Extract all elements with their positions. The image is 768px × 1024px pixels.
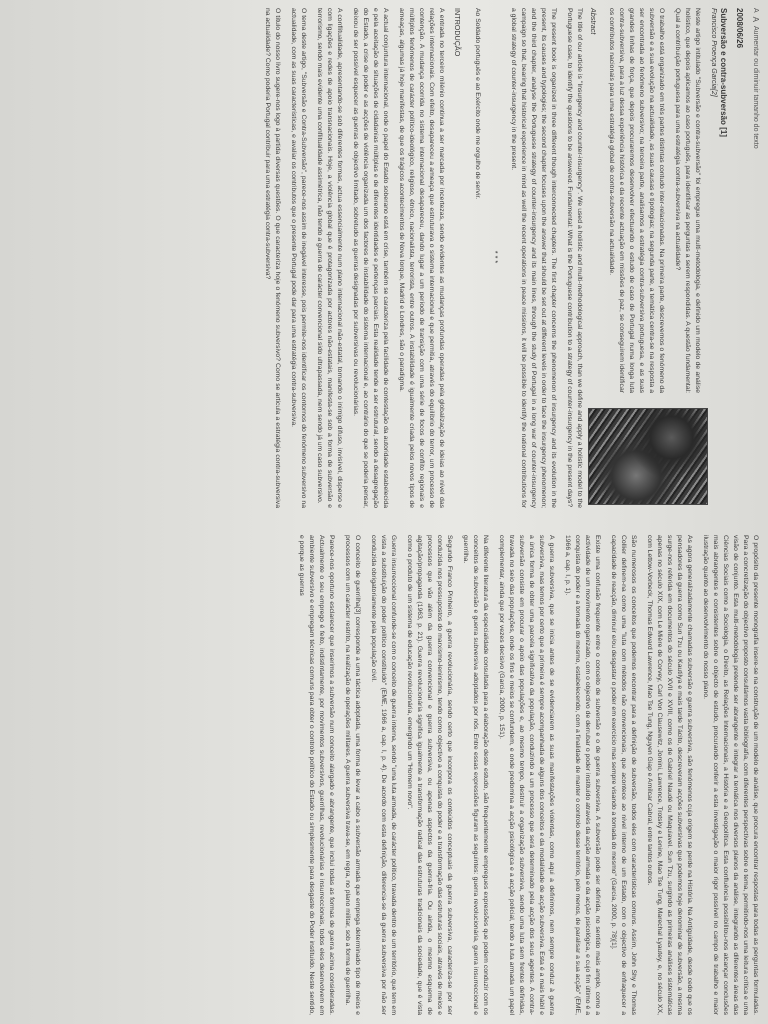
body-paragraph: O tema deste artigo, "Subversão e Contra-Subversão", parece-nos assim de inegável interesse, pois permite-nos identificar os contornos do fenómeno subversivo na actualidade, com as suas características, e avaliar os contributos que o presente Portugal pode dar para uma estratégia contra-subversiva.: [290, 8, 307, 508]
left-column: [256, 8, 760, 508]
intro-paragraph-2: O trabalho está organizado em três partes distintas contudo inter-relacionadas. Na primeira parte, descrevemos o fenómeno da subversão e a sua evolução na actualidade, as suas causas e tipologias; na segunda parte, a temática centra-se na resposta a ser encontrada ao fenómeno subversivo; na terceira parte, analisamos a estratégia contra-subversiva portuguesa, e as suas grandes linhas de força, que depois procuraremos desenvolver efectuando o estudo de caso de Portugal numa longa luta contra-subversiva, para a luz dessa experiência histórica e da recente actuação em missões de paz, se conseguirem identificar os contributos nacionais para uma estratégia global de contra-subversão na actualidade.: [608, 8, 665, 393]
font-increase-button[interactable]: A: [751, 16, 760, 23]
abstract-heading: Abstract: [589, 8, 598, 35]
font-size-toolbar: [750, 8, 760, 508]
body-paragraph: Parece-nos oportuno esclarecer que inserimos a subversão num conceito alargado e abrangente, que inclui todas as formas de guerra acima consideradas. Actualmente o seu emprego é feito, indistintamente, por movimentos subversivos, guerrilhas, revolucionárias e insurreccionais, todos eles desenvolvem em ambiente subversivo e empregam técnicas comuns para obter o controlo político do Estado ou simplesmente para desgaste do Poder instituído. Neste sentido, e porque as guerras: [298, 535, 335, 1015]
body-paragraph: A conflitualidade, apresentando-se sob diferentes formas, actua essencialmente num plano internacional não-estatal, tornando o inimigo difuso, invisível, disperso e com ligações e redes de apoio transnacionais. Hoje, a violência global que é protagonizada por actores não-estatais, manifesta-se sob a forma de subversão e terrorismo, sendo mais evidente uma conflitualidade assimétrica, não tendo a guerra de carácter convencional sido ultrapassada, nem sendo já um caso subversivo.: [316, 8, 343, 508]
body-paragraph: O conceito de guerrilha[3] corresponde a uma táctica adoptada, uma forma de levar a cabo a subversão armada que emprega determinado tipo de meios e processos com um carácter restrito, na realização de operações militares. A guerra subversiva trava-se, em regra, no plano militar, sob a forma de guerrilha.: [344, 535, 361, 1015]
body-paragraph: A entrada no terceiro milénio continua a ser marcada por incertezas, sendo evidentes as mudanças profundas operadas pela globalização de ideias ao nível das relações internacionais. Com efeito, desapareceu a ameaça que estruturava o sistema internacional e que permitia, através do equilíbrio do terror, um processo de contenção. A mudança ocorrida no sistema internacional desapareceu, dando lugar a um período de transição com uma série de focos de conflito regionais e múltiplos fenómenos de carácter político-ideológico, religioso, étnico, nacionalista, terrorista, entre outros. A instabilidade é igualmente criada pelos novos tipos de ameaças, algumas já hoje manifestas, de que os trágicos acontecimentos de Nova Iorque, Madrid e Londres, são o paradigma.: [398, 8, 445, 508]
font-decrease-button[interactable]: A: [752, 8, 759, 13]
dedication: Ao Soldado português e ao Exército onde me orgulho de servir.: [474, 8, 481, 200]
abstract-paragraph: The title of our article is "Insurgency and counter-insurgency". We used a holistic and multi-methodological approach, than we define and apply a holistic model to the Portuguese case, to identify the questions to be answered. Fundamental: What is the Portuguese contribution to a strategy of counter-insurgency in the present days?: [566, 8, 583, 508]
body-paragraph: Segundo Franco Pinheiro, a guerra revolucionária, sendo certo que incorpora os conteúdos conceptuais da guerra subversiva, caracteriza-se por ser conduzida nos pressupostos do marxismo-leninismo, tendo como objectivo a conquista do poder e a transformação das estruturas sociais, através de meios e processos que vão além da guerra convencional e guerra subversiva, ou apenas aspectos da guerra-fria. Ou ainda, o mesmo esquema de agitação/propaganda (1963, p. 21). Guerra revolucionária significa igualmente a transformação radical das estruturas tradicionais da sociedade, que é vista como o produto de um sistema de educação revolucionária, emergindo um "Homem novo".: [406, 535, 453, 1015]
body-paragraph: A actual conjuntura internacional, onde o papel do Estado soberano está em crise, também se caracteriza pela facilidade de contestação da autoridade estabelecida e pela aceitação de situações de cidadanias múltiplas e de diferentes identidades e pertenças parciais. Esta realidade tende a ser estrutural, sendo a desagregação do Estado, a crise de poder e as acções de violência organizada um dos factores de instabilidade do sistema internacional e, ao contrário do que se poderia pensar, deixou de ser possível esquecer as guerras de objectivo limitado, sobretudo as guerras designadas por subversivas ou revolucionárias.: [352, 8, 389, 508]
article-author: Francisco Proença Garcia[2]: [710, 8, 717, 97]
body-paragraph: Na diferente literatura da especialidade consultada para a elaboração deste estudo, são frequentemente empregues expressões que podem conduzir com os conceitos de subversão e guerra subversiva adoptados por nós. Entre essas expressões figuram as seguintes: guerra revolucionária, guerra insurreccional e guerrilha.: [462, 535, 489, 1015]
abstract-paragraph-2: The present book is organized in three different though interconnected chapters. The first chapter concerns the phenomenon of insurgency and its evolution in the present, its causes and typologies; the second chapter focuses upon the answer that should be set out at different levels in order to face the insurgency phenomenon; and the third chapter, analyse the Portuguese strategy of counter-insurgency and its main lines, through the study of Portugal in a long war of counter-insurgency campaign so that, bearing that historical experience in mind as well the recent operations in peace missions, it will be possible to identify the national contributions for a global strategy of counter-insurgency in the present.: [510, 8, 557, 508]
separator-stars: ***: [491, 250, 500, 266]
article-photo: [588, 408, 708, 505]
article-title: Subversão e contra-subversão [1]: [719, 8, 728, 137]
body-paragraph: A guerra subversiva, que se inicia antes de se evidenciarem as suas manifestações violentas, como aqui a definimos, nem sempre conduz à guerra subversiva, mas temos por certo que a primeira é sempre acompanhada de alguns dos conceitos e da modalidade de acção subversiva. Esta é a mais hábil e a única forma de obter uma parcela significativa da população, conduzindo a um processo que será determinado pela acção dos seus agentes. A contra-subversão consiste em procurar o apoio das populações e, ao mesmo tempo, destruir a organização subversiva, sendo uma luta sem frentes definidas, travada no seio das populações, onde os fins e meios se confundem, e onde predomina a acção psicológica e a acção policial, tendo a luta armada um papel complementar, ainda que por vezes decisivo (Garcia, 2000, p. 151).: [498, 535, 555, 1015]
body-paragraph: São numerosos os conceitos que podemos encontrar para a definição de subversão, todos eles com características comuns. Assim, John Shy e Thomas Collier definem-na como uma "luta com métodos não convencionais, que acontece ao nível interno de um Estado, com o objectivo de enfraquecer a capacidade de reacção, diminuir e/ou desgastar o poder em exercício mas sempre visando a tomada do mesmo" (Garcia, 2000, p. 78)[1].: [610, 535, 637, 1015]
body-paragraph: O propósito da presente monografia insere-se na construção de um modelo de análise, que procura encontrar respostas para todas as perguntas formuladas. Para a concretização do objectivo proposto consultámos vasta bibliografia, com diferentes perspectivas sobre o tema, permitindo-nos uma leitura crítica e uma visão de conjunto. Esta multi-metodologia pretende ser abrangente e integrar a temática nos diversos planos da análise, integrando as diferentes áreas das Ciências Sociais como a Sociologia, o Direito, as Relações Internacionais, a História e a Geopolítica. Esta confluência possibilitou-nos alcançar conclusões mais abrangentes e consistentes sobre o objecto de estudo, procurando conferir a esta investigação o maior rigor possível no campo de trabalho e maior ilustração quanto ao desenvolvimento do nosso plano.: [702, 535, 759, 1015]
article-date: 2008/06/26: [735, 8, 744, 49]
body-paragraph: As agora generalizadamente chamadas subversão e guerra subversiva, são fenómenos cuja origem se perde na História. Na Antiguidade, desde cedo que os pensadores da guerra como Sun Tzu ou Kautilya e mais tarde Tácito, descreveram acções subversivas que podemos hoje denominar de subversão, a mesma surge-nos referida em documentos do século XVII e XVIII, como os de Gabriel Naudé ou Maquiavel. Sun Tzu, surgindo as primeiras análises sistemáticas apenas no século XIX, com Le Mière de Corvey, Carl Von Clausewitz, Jomini, Lawrence, Trotsky e Lenine, Mao Tse Tung, Marechal Lyautey, e, no século XX, com Lettow-Vorbeck, Thomas Edward Lawrence, Mao Tse Tung, Nguyen Giap e Amílcar Cabral, entre tantos outros.: [646, 535, 693, 1015]
font-size-label: Aumentar ou diminuir tamanho do texto: [752, 26, 759, 149]
body-paragraph: Existe uma confusão frequente entre o conceito de subversão e o de guerra subversiva. A subversão pode ser definida, no sentido mais amplo, como a actividade de um movimento organizado, com o objectivo de derrubar o poder instituído através da acção armada e da acção psicológica, e cujo fim último é a conquista do poder e a tomada do mesmo, estabelecendo, com a finalidade de manter o controlo desse território, pelo menos, de paralisar a sua acção" (EME, 1966 a, cap. I, p. 1).: [564, 535, 601, 1015]
intro-paragraph: Neste artigo intitulado "Subversão e contra-subversão" foi empregue uma multi-metodologia, e definido um modelo de análise holístico, que depois aplicamos ao caso português, para identificar as perguntas a serem respondidas. A questão fundamental: Qual a contribuição portuguesa para uma estratégia contra-subversiva na actualidade?: [674, 8, 701, 393]
section-heading: INTRODUÇÃO: [453, 8, 462, 57]
body-paragraph: O título do nosso livro sugere-nos logo à partida diversas questões. O que caracteriza hoje o fenómeno subversivo? Como se articula a estratégia contra-subversiva na actualidade? Como poderia Portugal contribuir para uma estratégia contra-subversiva?: [264, 8, 281, 508]
right-column: [290, 535, 760, 1015]
body-paragraph: Guerra insurreccional confunde-se com o conceito de guerra interna, sendo "uma luta armada, de carácter político, travada dentro de um território, que tem em vista a substituição do poder político constituído" (EME, 1966 a, cap. I, p. 4). De acordo com esta definição, diferencia-se da guerra subversiva por não ser conduzida obrigatoriamente pela população civil.: [370, 535, 397, 1015]
